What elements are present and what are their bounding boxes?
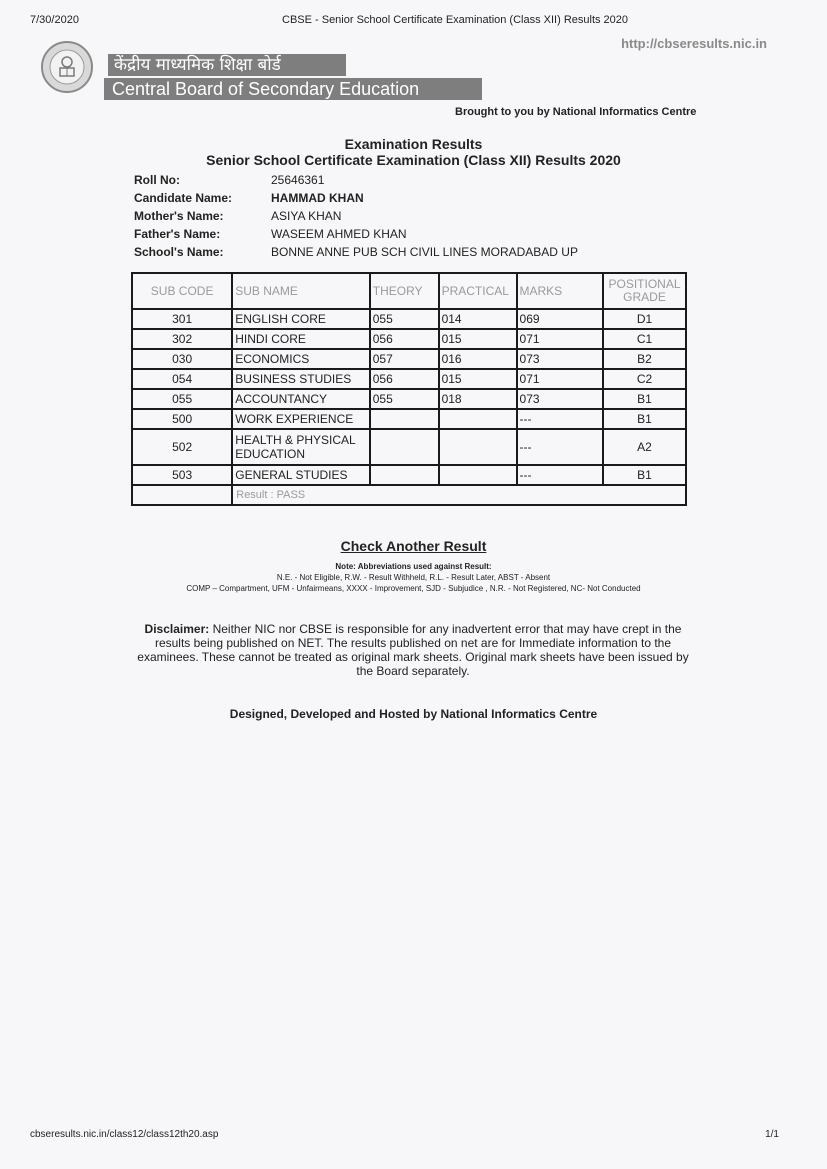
page-title: Examination Results [344,136,483,152]
theory-cell: 055 [370,309,439,329]
school-name-label: School's Name: [134,245,224,259]
check-another-result-link[interactable]: Check Another Result [340,538,487,554]
grade-cell: A2 [603,429,686,465]
note-title: Note: Abbreviations used against Result: [335,562,492,571]
column-header-theory: THEORY [370,273,439,309]
footer-url: cbseresults.nic.in/class12/class12th20.asp [30,1129,219,1140]
theory-cell: 056 [370,369,439,389]
grade-cell: C1 [603,329,686,349]
marks-cell: --- [517,429,604,465]
cbse-logo-icon [40,40,94,94]
sub-name-cell: GENERAL STUDIES [232,465,370,485]
table-row [132,465,686,485]
theory-cell [370,465,439,485]
marks-cell: --- [517,465,604,485]
disclaimer-label: Disclaimer: [144,622,210,636]
theory-cell: 056 [370,329,439,349]
disclaimer-text: Neither NIC nor CBSE is responsible for any inadvertent error that may have crept in the results being published on NET. The results published on net are for Immediate information to the examinees. These cannot be treated as original mark sheets. Original mark sheets have been issued by the Board separately. [137,622,689,678]
candidate-name: HAMMAD KHAN [271,191,364,205]
grade-cell: B1 [603,409,686,429]
school-name: BONNE ANNE PUB SCH CIVIL LINES MORADABAD UP [271,245,578,259]
marks-cell: 069 [517,309,604,329]
practical-cell [439,429,517,465]
theory-cell [370,409,439,429]
sub-code-cell: 054 [132,369,232,389]
sub-code-cell: 500 [132,409,232,429]
grade-cell: B1 [603,465,686,485]
marks-cell: --- [517,409,604,429]
column-header-marks: MARKS [517,273,604,309]
marks-cell: 073 [517,389,604,409]
candidate-name-label: Candidate Name: [134,191,233,205]
print-page-title: CBSE - Senior School Certificate Examination (Class XII) Results 2020 [282,14,629,26]
sub-name-cell: ACCOUNTANCY [232,389,370,409]
designed-by-credit: Designed, Developed and Hosted by National Informatics Centre [229,707,598,721]
sub-name-cell: HINDI CORE [232,329,370,349]
sub-name-cell: BUSINESS STUDIES [232,369,370,389]
board-name-hindi: केंद्रीय माध्यमिक शिक्षा बोर्ड [108,54,346,76]
sub-code-cell: 301 [132,309,232,329]
sub-code-cell: 503 [132,465,232,485]
exam-subtitle: Senior School Certificate Examination (Class XII) Results 2020 [206,152,621,168]
column-header-sub-name: SUB NAME [232,273,370,309]
result-status: Result : PASS [232,485,686,505]
table-row [132,349,686,369]
theory-cell: 055 [370,389,439,409]
grade-cell: B2 [603,349,686,369]
note-abbreviations-line-2: COMP – Compartment, UFM - Unfairmeans, XXXX - Improvement, SJD - Subjudice , N.R. - Not Registered, NC- Not Conducted [186,584,641,593]
column-header-positional-grade: POSITIONAL GRADE [603,273,686,309]
sub-name-cell: WORK EXPERIENCE [232,409,370,429]
sub-code-cell: 030 [132,349,232,369]
disclaimer [130,622,696,678]
sub-code-cell: 055 [132,389,232,409]
board-name-english: Central Board of Secondary Education [104,78,482,100]
father-name: WASEEM AHMED KHAN [271,227,407,241]
practical-cell [439,465,517,485]
column-header-practical: PRACTICAL [439,273,517,309]
table-row [132,409,686,429]
father-name-label: Father's Name: [134,227,221,241]
nic-credit: Brought to you by National Informatics Centre [455,106,697,118]
practical-cell [439,409,517,429]
mother-name-label: Mother's Name: [134,209,224,223]
sub-name-cell: ECONOMICS [232,349,370,369]
table-row [132,309,686,329]
note-abbreviations-line-1: N.E. - Not Eligible, R.W. - Result Withheld, R.L. - Result Later, ABST - Absent [276,573,551,582]
site-url[interactable]: http://cbseresults.nic.in [621,36,767,51]
sub-code-cell: 502 [132,429,232,465]
grade-cell: B1 [603,389,686,409]
page-number: 1/1 [765,1129,779,1140]
table-row [132,429,686,465]
roll-number: 25646361 [271,173,325,187]
mother-name: ASIYA KHAN [271,209,342,223]
table-header-row [132,273,686,309]
sub-name-cell: HEALTH & PHYSICAL EDUCATION [232,429,370,465]
roll-label: Roll No: [134,173,180,187]
table-row [132,389,686,409]
practical-cell: 015 [439,329,517,349]
marks-table [131,272,687,506]
grade-cell: C2 [603,369,686,389]
table-row [132,329,686,349]
grade-cell: D1 [603,309,686,329]
marks-cell: 071 [517,369,604,389]
marks-cell: 073 [517,349,604,369]
sub-name-cell: ENGLISH CORE [232,309,370,329]
practical-cell: 016 [439,349,517,369]
theory-cell [370,429,439,465]
result-spacer-cell [132,485,232,505]
marks-cell: 071 [517,329,604,349]
practical-cell: 014 [439,309,517,329]
column-header-sub-code: SUB CODE [132,273,232,309]
theory-cell: 057 [370,349,439,369]
table-row [132,369,686,389]
practical-cell: 018 [439,389,517,409]
result-row [132,485,686,505]
sub-code-cell: 302 [132,329,232,349]
print-date: 7/30/2020 [30,14,79,26]
practical-cell: 015 [439,369,517,389]
